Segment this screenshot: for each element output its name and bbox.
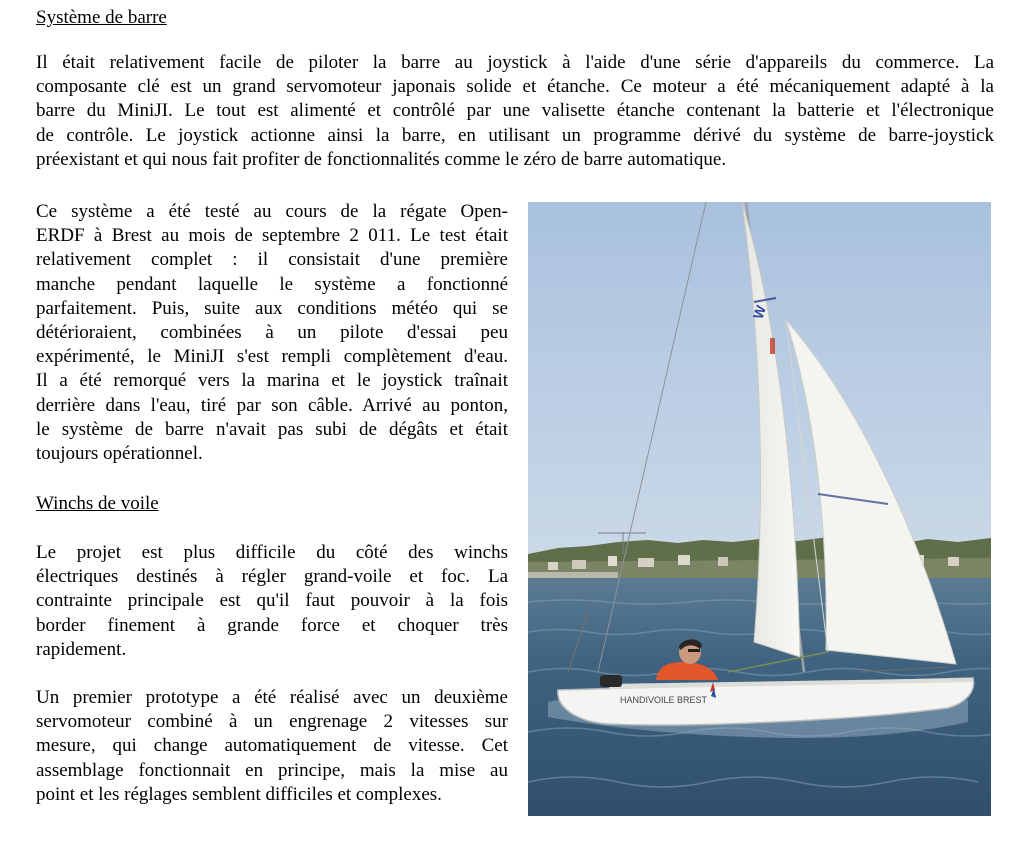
hull-lettering: HANDIVOILE BREST bbox=[620, 695, 708, 705]
sailboat-photo bbox=[528, 202, 991, 816]
text-line: contrainte principale est qu'il faut pouvoir à la fois bbox=[36, 590, 508, 612]
section-heading-winchs: Winchs de voile bbox=[36, 493, 159, 514]
text-line: Il a été remorqué vers la marina et le joystick traînait bbox=[36, 370, 508, 392]
text-line: rapidement. bbox=[36, 638, 127, 660]
text-line: parfaitement. Puis, suite aux conditions météo qui se bbox=[36, 297, 508, 319]
text-line: mesure, qui change automatiquement de vitesse. Cet bbox=[36, 735, 508, 757]
text-line: expérimenté, le MiniJI s'est rempli complètement d'eau. bbox=[36, 346, 508, 368]
text-line: Le projet est plus difficile du côté des winchs bbox=[36, 542, 508, 563]
text-line: border finement à grande force et choquer très bbox=[36, 614, 508, 636]
text-line: Un premier prototype a été réalisé avec un deuxième bbox=[36, 687, 508, 708]
text-line: point et les réglages semblent difficiles et complexes. bbox=[36, 783, 442, 805]
text-line: relativement complet : il consistait d'une première bbox=[36, 249, 508, 271]
text-line: Ce système a été testé au cours de la régate Open- bbox=[36, 201, 508, 222]
text-line: Il était relativement facile de piloter la barre au joystick à l'aide d'une série d'appareils du commerce. La bbox=[36, 52, 994, 73]
text-line: ERDF à Brest au mois de septembre 2 011. Le test était bbox=[36, 225, 508, 247]
paragraph-barre-test bbox=[36, 200, 508, 466]
text-line: préexistant et qui nous fait profiter de fonctionnalités comme le zéro de barre automatique. bbox=[36, 148, 727, 170]
text-line: barre du MiniJI. Le tout est alimenté et contrôlé par une valisette étanche contenant la batterie et l'électronique bbox=[36, 100, 994, 122]
text-line: manche pendant laquelle le système a fonctionné bbox=[36, 273, 508, 295]
paragraph-winchs-intro bbox=[36, 541, 508, 662]
text-line: composante clé est un grand servomoteur japonais solide et étanche. Ce moteur a été mécaniquement adapté à la bbox=[36, 76, 994, 98]
text-line: détérioraient, combinées à un pilote d'essai peu bbox=[36, 322, 508, 344]
text-line: électriques destinés à régler grand-voile et foc. La bbox=[36, 566, 508, 588]
text-line: assemblage fonctionnait en principe, mais la mise au bbox=[36, 759, 508, 781]
svg-text:W: W bbox=[749, 303, 769, 321]
text-line: servomoteur combiné à un engrenage 2 vitesses sur bbox=[36, 711, 508, 733]
paragraph-winchs-prototype bbox=[36, 686, 508, 807]
text-line: de contrôle. Le joystick actionne ainsi la barre, en utilisant un programme dérivé du système de barre-joystick bbox=[36, 124, 994, 146]
text-line: derrière dans l'eau, tiré par son câble. Arrivé au ponton, bbox=[36, 394, 508, 416]
section-heading-barre: Système de barre bbox=[36, 7, 167, 28]
text-line: le système de barre n'avait pas subi de dégâts et était bbox=[36, 418, 508, 440]
paragraph-barre-intro bbox=[36, 51, 994, 172]
text-line: toujours opérationnel. bbox=[36, 443, 203, 465]
